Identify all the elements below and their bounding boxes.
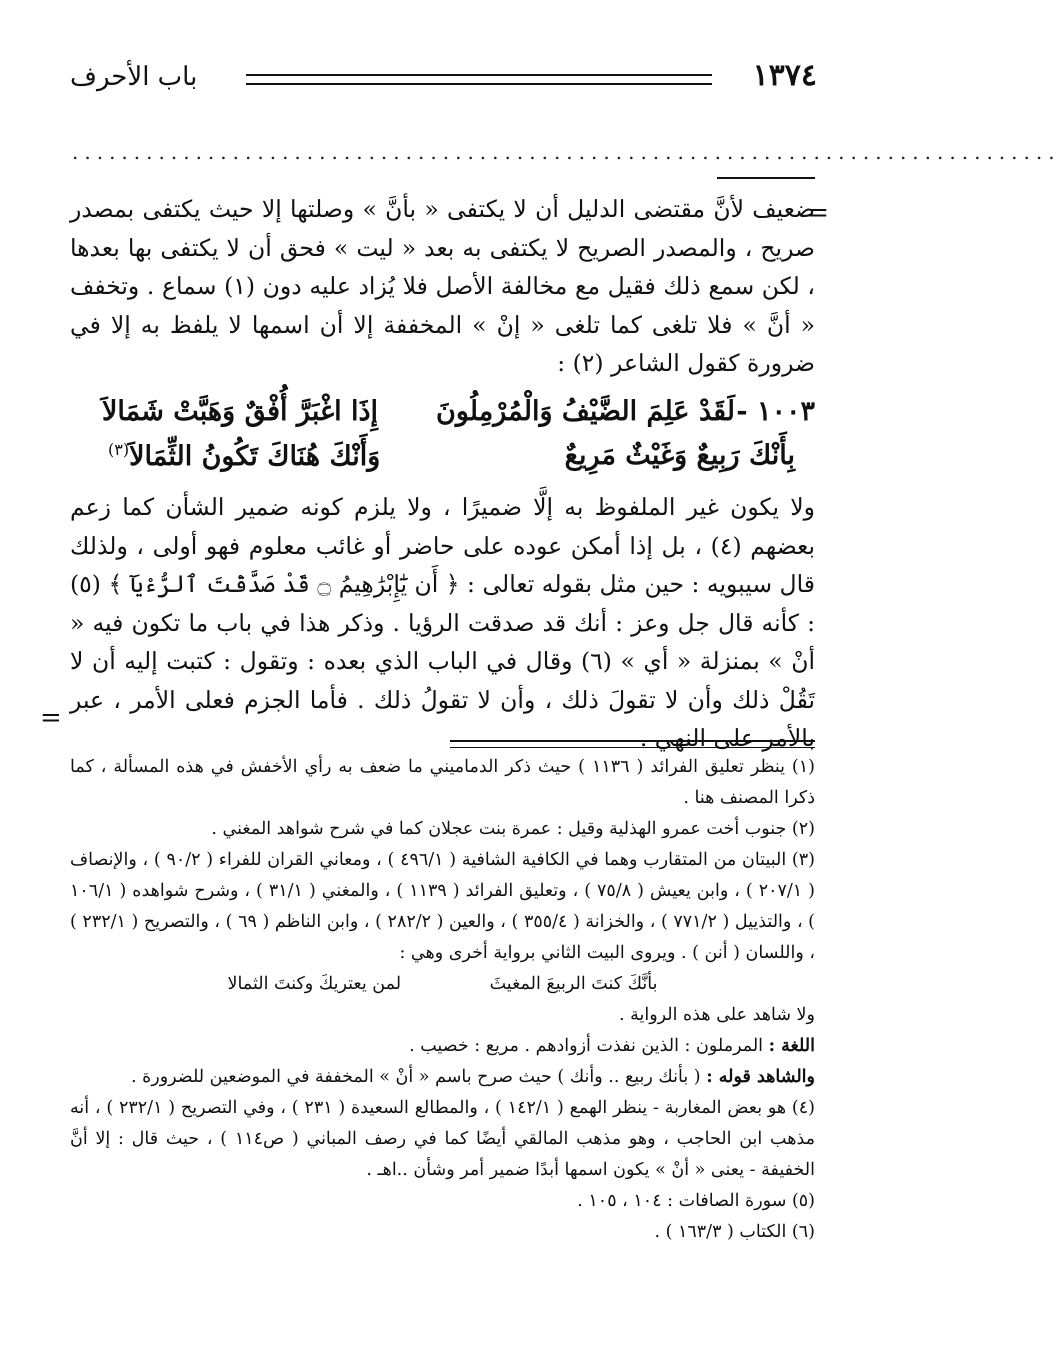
poem-line-2 (80, 440, 815, 484)
header-double-rule (246, 74, 712, 85)
footnote-verse-hemistich-2: لمن يعتريكَ وكنتَ الثمالا (227, 974, 402, 994)
footnote-verse (70, 969, 815, 1000)
continuation-marker-start: = (807, 198, 829, 228)
footnote-3-note: ولا شاهد على هذه الرواية . (618, 1005, 815, 1025)
continuation-marker-end: = (40, 703, 62, 733)
main-text-part2 (70, 488, 815, 758)
poem-line-1-hemistich-2: إِذَا اغْبَرَّ أُفْقٌ وَهَبَّتْ شَمَالاَ (102, 396, 379, 427)
page-number: ١٣٧٤ (752, 58, 817, 93)
poem-number: ١٠٠٣ - (736, 396, 815, 427)
paragraph-1: ضعيف لأنَّ مقتضى الدليل أن لا يكتفى « بأنَّ » وصلتها إلا حيث يكتفى بمصدر صريح ، والمصدر الصريح لا يكتفى به بعد « ليت » فحق أن لا يكتفى بها بعدها ، لكن سمع ذلك فقيل مع مخالفة الأصل فلا يُزاد عليه دون (١) سماع . وتخفف « أنَّ » فلا تلغى كما تلغى « إنْ » المخففة إلا أن اسمها لا يلفظ به إلا في ضرورة كقول الشاعر (٢) : (70, 195, 816, 377)
lugha-text: المرملون : الذين نفذت أزوادهم . مريع : خصيب . (409, 1036, 764, 1056)
footnote-4: (٤) هو بعض المغاربة - ينظر الهمع ( ١٤٢/١ ) ، والمطالع السعيدة ( ٢٣١ ) ، وفي التصريح ( ٢٣٢/١ ) ، أنه مذهب ابن الحاجب ، وهو مذهب المالقي أيضًا كما في رصف المباني ( ص١١٤ ) ، حيث قال : إلا أنَّ الخفيفة - يعنى « أنْ » يكون اسمها أبدًا ضمير أمر وشأن ..اهـ . (70, 1098, 816, 1180)
footnote-lugha (70, 1031, 815, 1062)
footnote-3: (٣) البيتان من المتقارب وهما في الكافية الشافية ( ٤٩٦/١ ) ، ومعاني القران للفراء ( ٩٠/٢ ) ، والإنصاف ( ٢٠٧/١ ) ، وابن يعيش ( ٧٥/٨ ) ، وتعليق الفرائد ( ١١٣٩ ) ، والمغني ( ٣١/١ ) ، وشرح شواهده ( ١٠٦/١ ) ، والتذييل ( ٧٧١/٢ ) ، والخزانة ( ٣٥٥/٤ ) ، والعين ( ٢٨٢/٢ ) ، وابن الناظم ( ٦٩ ) ، والتصريح ( ٢٣٢/١ ) ، واللسان ( أنن ) . ويروى البيت الثاني برواية أخرى وهي : (70, 850, 816, 963)
footnotes (70, 752, 815, 1248)
dotted-separator: ................................................................................ (72, 140, 1061, 164)
poem-line-2-hemistich-1: بِأَنْكَ رَبِيعٌ وَغَيْثٌ مَرِيعٌ (564, 440, 795, 471)
main-text-part1 (70, 190, 815, 383)
poem-line-1 (80, 396, 815, 440)
poem-block (80, 396, 815, 484)
footnote-shahid (70, 1062, 815, 1093)
footnote-2: (٢) جنوب أخت عمرو الهذلية وقيل : عمرة بنت عجلان كما في شرح شواهد المغني . (211, 819, 815, 839)
page-header (70, 58, 817, 102)
short-rule (717, 177, 815, 179)
poem-line-2-text: وَأَنْكَ هُنَاكَ تَكُونُ الثِّمَالاَ (129, 441, 381, 472)
paragraph-2: ولا يكون غير الملفوظ به إلَّا ضميرًا ، ولا يلزم كونه ضمير الشأن كما زعم بعضهم (٤) ، بل إذا أمكن عوده على حاضر أو غائب معلوم فهو أولى ، ولذلك قال سيبويه : حين مثل بقوله تعالى : ﴿ أَن يَٰٓإِبْرَٰهِيمُ ۝ قَدْ صَدَّقْتَ ٱلرُّءْيَآ ﴾ (٥) : كأنه قال جل وعز : أنك قد صدقت الرؤيا . وذكر هذا في باب ما تكون فيه « أنْ » بمنزلة « أي » (٦) وقال في الباب الذي بعده : وتقول : كتبت إليه أن لا تَقُلْ ذلك وأن لا تقولَ ذلك ، وأن لا تقولُ ذلك . فأما الجزم فعلى الأمر ، عبر بالأمر على النهي . (70, 493, 816, 752)
shahid-text: ( بأنك ربيع .. وأنك ) حيث صرح باسم « أنْ » المخففة في الموضعين للضرورة . (130, 1067, 701, 1087)
footnote-5: (٥) سورة الصافات : ١٠٤ ، ١٠٥ . (577, 1191, 815, 1211)
footnote-verse-hemistich-1: بأنَّكَ كنتَ الربيعَ المغيثَ (489, 974, 658, 994)
shahid-label: والشاهد قوله : (706, 1067, 815, 1087)
poem-footnote-ref: (٣) (108, 440, 130, 459)
poem-line-1-hemistich-1: لَقَدْ عَلِمَ الضَّيْفُ وَالْمُرْمِلُونَ (436, 396, 735, 427)
lugha-label: اللغة : (768, 1036, 815, 1056)
chapter-title: باب الأحرف (70, 62, 198, 92)
footnote-1: (١) ينظر تعليق الفرائد ( ١١٣٦ ) حيث ذكر الدماميني ما ضعف به رأي الأخفش في هذه المسألة ، كما ذكرا المصنف هنا . (70, 757, 815, 808)
footnote-separator (450, 740, 815, 748)
footnote-6: (٦) الكتاب ( ١٦٣/٣ ) . (654, 1222, 815, 1242)
poem-line-2-hemistich-2 (102, 440, 380, 472)
